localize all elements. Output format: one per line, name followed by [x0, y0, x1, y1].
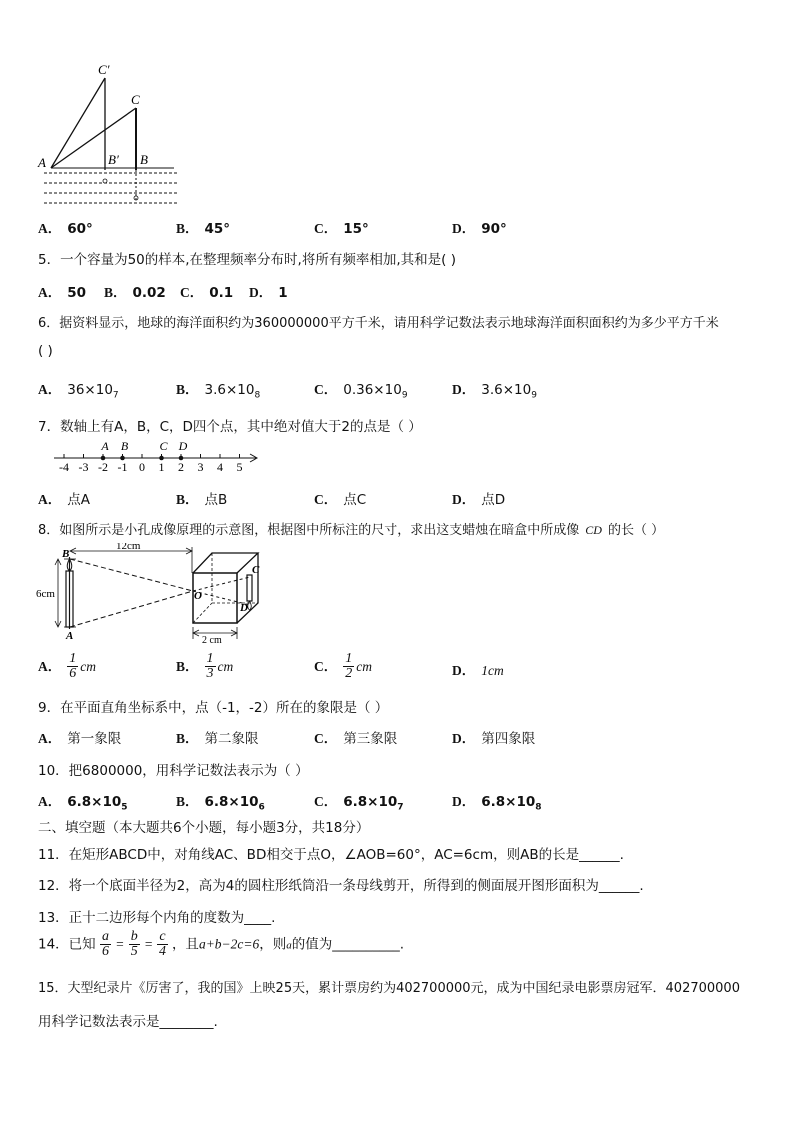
- q7-tick-label: 3: [197, 460, 204, 474]
- section-2-heading: 二、填空题（本大题共6个小题，每小题3分，共18分）: [38, 820, 370, 836]
- q4-figure: [34, 60, 194, 210]
- q7-option-c[interactable]: C． 点C: [314, 492, 367, 508]
- q7-tick-label: -1: [117, 460, 128, 474]
- q10-stem: 10．把6800000，用科学记数法表示为（ ）: [38, 763, 309, 779]
- q7-tick-label: 2: [178, 460, 184, 474]
- q4-option-d[interactable]: D． 90°: [452, 221, 507, 237]
- q7-point-label-a: A: [101, 439, 109, 453]
- q8-label-a: A: [66, 630, 74, 642]
- q4-option-a[interactable]: A． 60°: [38, 221, 93, 237]
- q7-stem: 7．数轴上有A，B，C，D四个点，其中绝对值大于2的点是（ ）: [38, 419, 422, 435]
- q13-stem: 13．正十二边形每个内角的度数为____.: [38, 910, 276, 926]
- q7-tick-label: -3: [78, 460, 89, 474]
- q9-option-a[interactable]: A． 第一象限: [38, 731, 122, 747]
- q10-option-d[interactable]: D． $6.8\times 10_8$: [452, 794, 542, 813]
- q9-option-b[interactable]: B． 第二象限: [176, 731, 259, 747]
- q10-option-b[interactable]: B． $6.8\times 10_6$: [176, 794, 265, 813]
- q8-option-d[interactable]: D． 1cm: [452, 663, 504, 678]
- label-c: C: [131, 92, 140, 107]
- q6-option-b[interactable]: B． $3.6\times 10_8$: [176, 382, 261, 401]
- q7-tick-label: 4: [217, 460, 223, 474]
- q7-point-label-d: D: [178, 439, 188, 453]
- q7-option-d[interactable]: D． 点D: [452, 492, 506, 508]
- q9-stem: 9．在平面直角坐标系中，点（-1，-2）所在的象限是（ ）: [38, 700, 389, 716]
- q7-point-a: [101, 456, 106, 461]
- q6-stem: 6．据资料显示，地球的海洋面积约为360000000平方千米，请用科学记数法表示地球海洋面积面积约为多少平方千米: [38, 316, 719, 331]
- q8-label-c: C: [252, 564, 260, 576]
- q8-option-c[interactable]: C． $\frac{1}{2}$ cm: [314, 651, 372, 681]
- q5-option-d[interactable]: D． 1: [249, 285, 288, 301]
- label-b-prime: B′: [108, 152, 119, 167]
- q12-stem: 12．将一个底面半径为2，高为4的圆柱形纸筒沿一条母线剪开，所得到的侧面展开图形面积为______.: [38, 878, 644, 894]
- q8-label-o: O: [194, 590, 202, 602]
- q6-stem-continued: ( ): [38, 343, 53, 359]
- label-a: A: [38, 155, 46, 170]
- q9-option-d[interactable]: D． 第四象限: [452, 731, 536, 747]
- q7-point-label-c: C: [159, 439, 168, 453]
- q8-label-depth: 2 cm: [202, 635, 222, 643]
- q8-label-d: D: [240, 602, 248, 614]
- q8-label-height: 6cm: [36, 588, 55, 600]
- q6-option-a[interactable]: A． $36\times 10_7$: [38, 382, 119, 401]
- q15-stem-continued: 用科学记数法表示是________.: [38, 1014, 218, 1030]
- q8-figure: [36, 543, 276, 643]
- q7-point-b: [120, 456, 125, 461]
- q7-tick-label: 5: [236, 460, 243, 474]
- q4-option-b[interactable]: B． 45°: [176, 221, 231, 237]
- q7-option-b[interactable]: B． 点B: [176, 492, 228, 508]
- q6-option-c[interactable]: C． $0.36\times 10_9$: [314, 382, 408, 401]
- q10-option-a[interactable]: A． $6.8\times 10_5$: [38, 794, 128, 813]
- q7-point-c: [159, 456, 164, 461]
- q5-option-c[interactable]: C． 0.1: [180, 285, 234, 301]
- q9-option-c[interactable]: C． 第三象限: [314, 731, 398, 747]
- q7-point-d: [179, 456, 184, 461]
- q7-tick-label: 1: [158, 460, 165, 474]
- q8-label-distance: 12cm: [116, 543, 141, 552]
- q7-option-a[interactable]: A． 点A: [38, 492, 90, 508]
- q8-option-a[interactable]: A． $\frac{1}{6}$ cm: [38, 651, 96, 681]
- q8-stem: 8．如图所示是小孔成像原理的示意图，根据图中所标注的尺寸，求出这支蜡烛在暗盒中所成像 CD 的长（ ）: [38, 523, 665, 538]
- q8-option-b[interactable]: B． $\frac{1}{3}$ cm: [176, 651, 234, 681]
- q8-label-b: B: [62, 548, 70, 560]
- q7-tick-label: 0: [139, 460, 145, 474]
- q4-option-c[interactable]: C． 15°: [314, 221, 369, 237]
- q7-point-label-b: B: [120, 439, 129, 453]
- q14-stem: 14．已知 $\frac{a}{6}$ = $\frac{b}{5}$ = $\frac{c}{4}$ ，且a+b−2c=6，则a的值为__________.: [38, 929, 405, 959]
- q5-option-a[interactable]: A． 50: [38, 285, 87, 301]
- q7-tick-label: -2: [98, 460, 108, 474]
- q5-stem: 5．一个容量为50的样本,在整理频率分布时,将所有频率相加,其和是( ): [38, 252, 456, 268]
- q7-tick-label: -4: [59, 460, 69, 474]
- q11-stem: 11．在矩形ABCD中，对角线AC、BD相交于点O，∠AOB=60°，AC=6cm，则AB的长是______.: [38, 847, 624, 863]
- label-c-prime: C′: [98, 62, 110, 77]
- q7-number-line: [50, 438, 270, 476]
- q10-option-c[interactable]: C． $6.8\times 10_7$: [314, 794, 404, 813]
- q5-option-b[interactable]: B． 0.02: [104, 285, 166, 301]
- q15-stem: 15．大型纪录片《厉害了，我的国》上映25天，累计票房约为402700000元，成为中国纪录电影票房冠军．402700000: [38, 981, 740, 996]
- label-b: B: [140, 152, 148, 167]
- q6-option-d[interactable]: D． $3.6\times 10_9$: [452, 382, 537, 401]
